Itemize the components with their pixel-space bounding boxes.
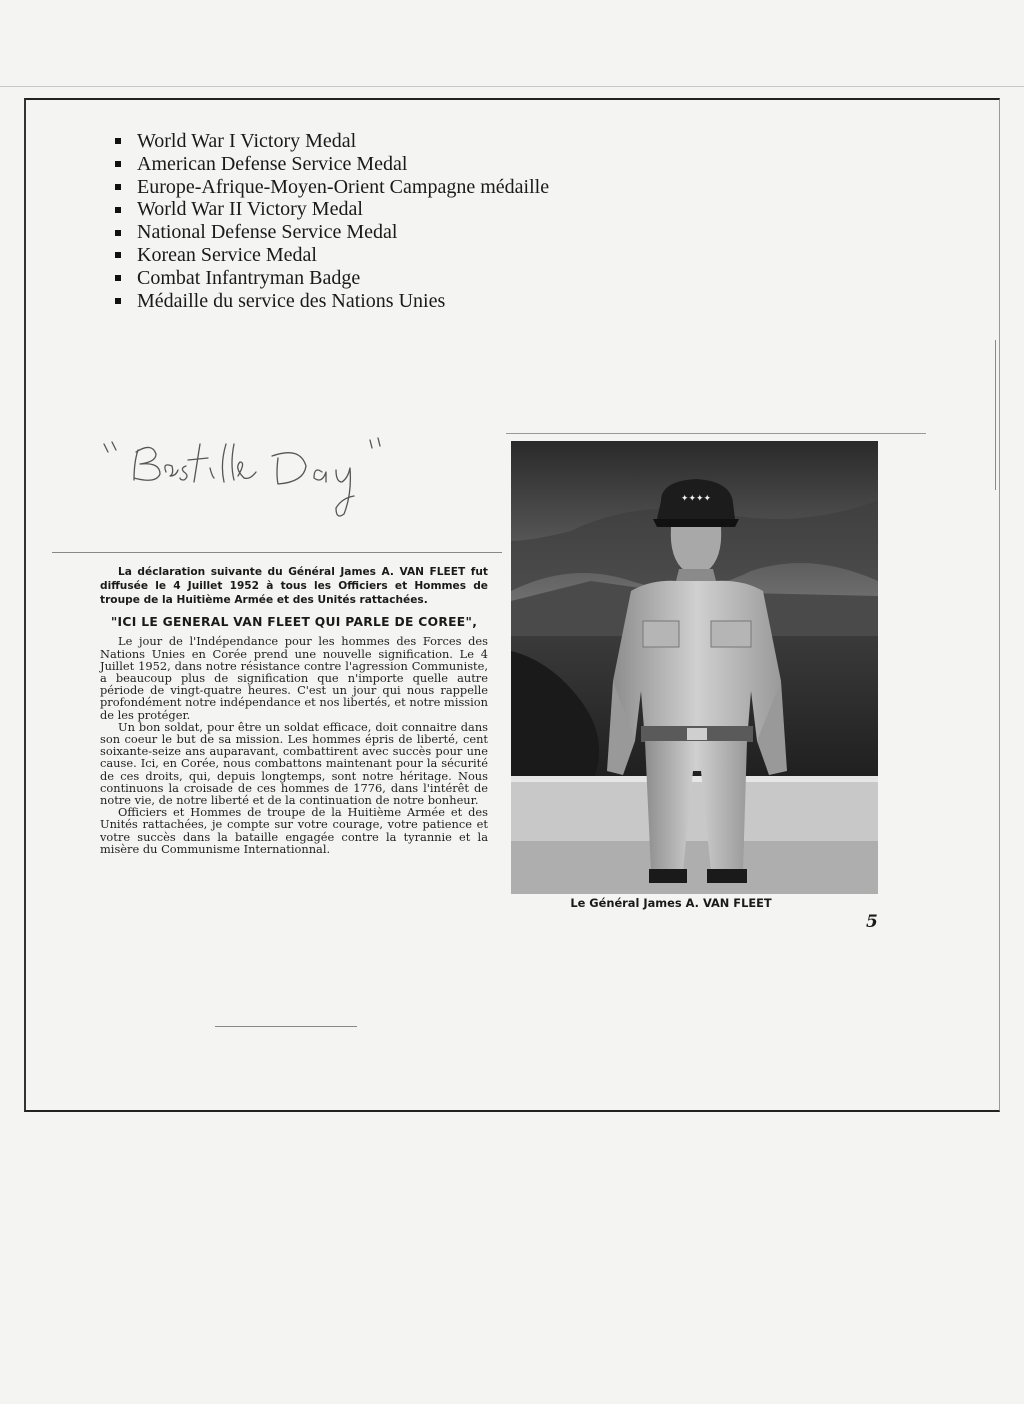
article-paragraph: Un bon soldat, pour être un soldat efficace, doit connaitre dans son coeur le but de sa mission. Les hommes épris de liberté, cent soixante-seize ans auparavant, combattirent avec succès pour une cause. Ici, en Corée, nous combattons maintenant pour la sécurité de ces droits, qui, depuis longtemps, sont notre héritage. Nous continuons la croisade de ces hommes de 1776, dans l'intérêt de notre vie, de notre liberté et de la continuation de notre bonheur. — [100, 719, 488, 808]
page-number: 5 — [866, 912, 878, 932]
square-bullet-icon — [115, 275, 121, 281]
square-bullet-icon — [115, 138, 121, 144]
general-portrait-photo — [511, 441, 878, 894]
article-intro: La déclaration suivante du Général James A. VAN FLEET fut diffusée le 4 Juillet 1952 à tous les Officiers et Hommes de troupe de la Huitième Armée et des Unités rattachées. — [100, 566, 488, 606]
article-paragraph: Le jour de l'Indépendance pour les hommes des Forces des Nations Unies en Corée prend une nouvelle signification. Le 4 Juillet 1952, dans notre résistance contre l'agression Communiste, a beaucoup plus de signification que n'importe quelle autre période de vingt-quatre heures. C'est un jour qui nous rappelle profondément notre indépendance et nos libertés, et notre mission de les protéger. — [100, 634, 488, 722]
medal-item: Korean Service Medal — [115, 244, 549, 267]
photo-top-rule — [506, 433, 926, 434]
medal-list — [115, 130, 549, 312]
svg-text:✦✦✦✦: ✦✦✦✦ — [680, 494, 712, 504]
article-bottom-rule — [215, 1026, 357, 1027]
square-bullet-icon — [115, 207, 121, 213]
article-headline: "ICI LE GENERAL VAN FLEET QUI PARLE DE COREE", — [110, 615, 478, 630]
article-paragraph: Officiers et Hommes de troupe de la Huitième Armée et des Unités rattachées, je compte sur votre courage, votre patience et votre succès dans la bataille engagée contre la tyrannie et la misère du Communisme Internationnal. — [100, 805, 488, 856]
medal-item: National Defense Service Medal — [115, 221, 549, 244]
article-top-rule — [52, 552, 502, 553]
medal-item: Médaille du service des Nations Unies — [115, 290, 549, 313]
photo-caption: Le Général James A. VAN FLEET — [570, 896, 772, 910]
square-bullet-icon — [115, 161, 121, 167]
medal-item: Combat Infantryman Badge — [115, 267, 549, 290]
medal-item: World War II Victory Medal — [115, 198, 549, 221]
handwritten-bastille-day-note — [100, 432, 400, 522]
medal-item: World War I Victory Medal — [115, 130, 549, 153]
square-bullet-icon — [115, 252, 121, 258]
medal-item: Europe-Afrique-Moyen-Orient Campagne médaille — [115, 176, 549, 199]
article-block — [100, 566, 488, 855]
square-bullet-icon — [115, 184, 121, 190]
medal-item: American Defense Service Medal — [115, 153, 549, 176]
square-bullet-icon — [115, 230, 121, 236]
scan-top-edge-line — [0, 86, 1024, 87]
square-bullet-icon — [115, 298, 121, 304]
margin-line — [995, 340, 996, 490]
